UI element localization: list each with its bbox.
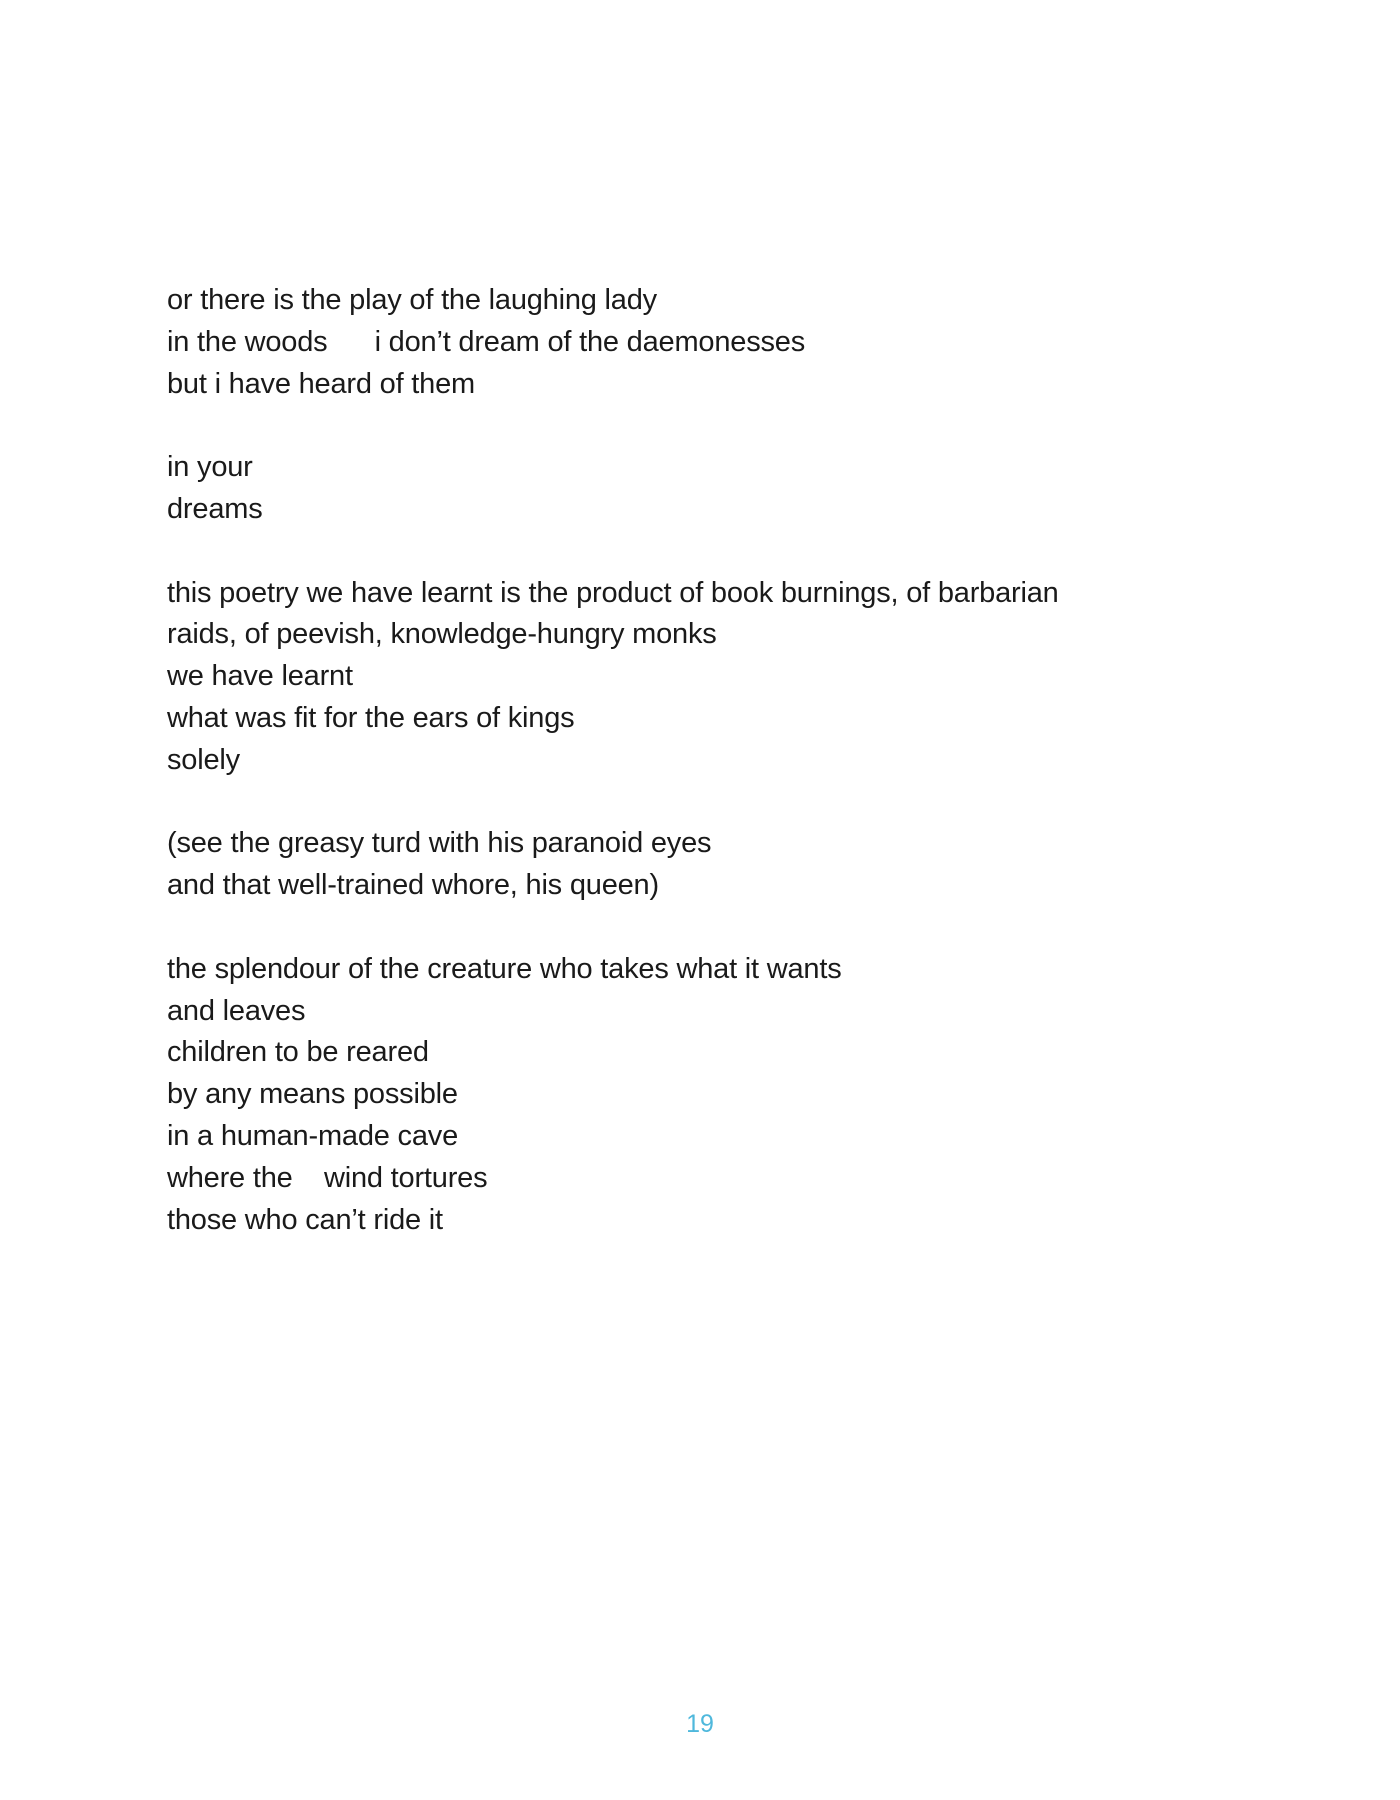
poem-line: (see the greasy turd with his paranoid eyes	[167, 827, 712, 860]
poem-line: or there is the play of the laughing lady	[167, 284, 657, 316]
stanza-2	[167, 447, 1267, 531]
poem-line: dreams	[167, 492, 263, 525]
poem-line: what was fit for the ears of kings	[167, 701, 575, 734]
poem-line: children to be reared	[167, 1036, 429, 1069]
stanza-4	[167, 823, 1267, 907]
stanza-1	[167, 280, 1267, 405]
poem-line: this poetry we have learnt is the product of book burnings, of barbarian	[167, 576, 1059, 609]
stanza-3	[167, 573, 1267, 782]
poem-line: solely	[167, 743, 240, 776]
poem-line: in a human-made cave	[167, 1119, 458, 1152]
poem-body	[167, 280, 1267, 1283]
page-number: 19	[686, 1710, 714, 1738]
poem-line: and that well-trained whore, his queen)	[167, 869, 659, 902]
poem-line: in the woods i don’t dream of the daemonesses	[167, 325, 806, 358]
poem-line: but i have heard of them	[167, 367, 475, 400]
poem-line: raids, of peevish, knowledge-hungry monks	[167, 618, 717, 651]
poem-line: by any means possible	[167, 1078, 458, 1111]
poem-line: where the wind tortures	[167, 1161, 488, 1194]
stanza-5	[167, 949, 1267, 1242]
poem-line: the splendour of the creature who takes what it wants	[167, 952, 842, 985]
poem-line: in your	[167, 451, 253, 484]
poem-line: we have learnt	[167, 660, 353, 693]
poem-line: those who can’t ride it	[167, 1203, 443, 1236]
poem-line: and leaves	[167, 994, 306, 1027]
